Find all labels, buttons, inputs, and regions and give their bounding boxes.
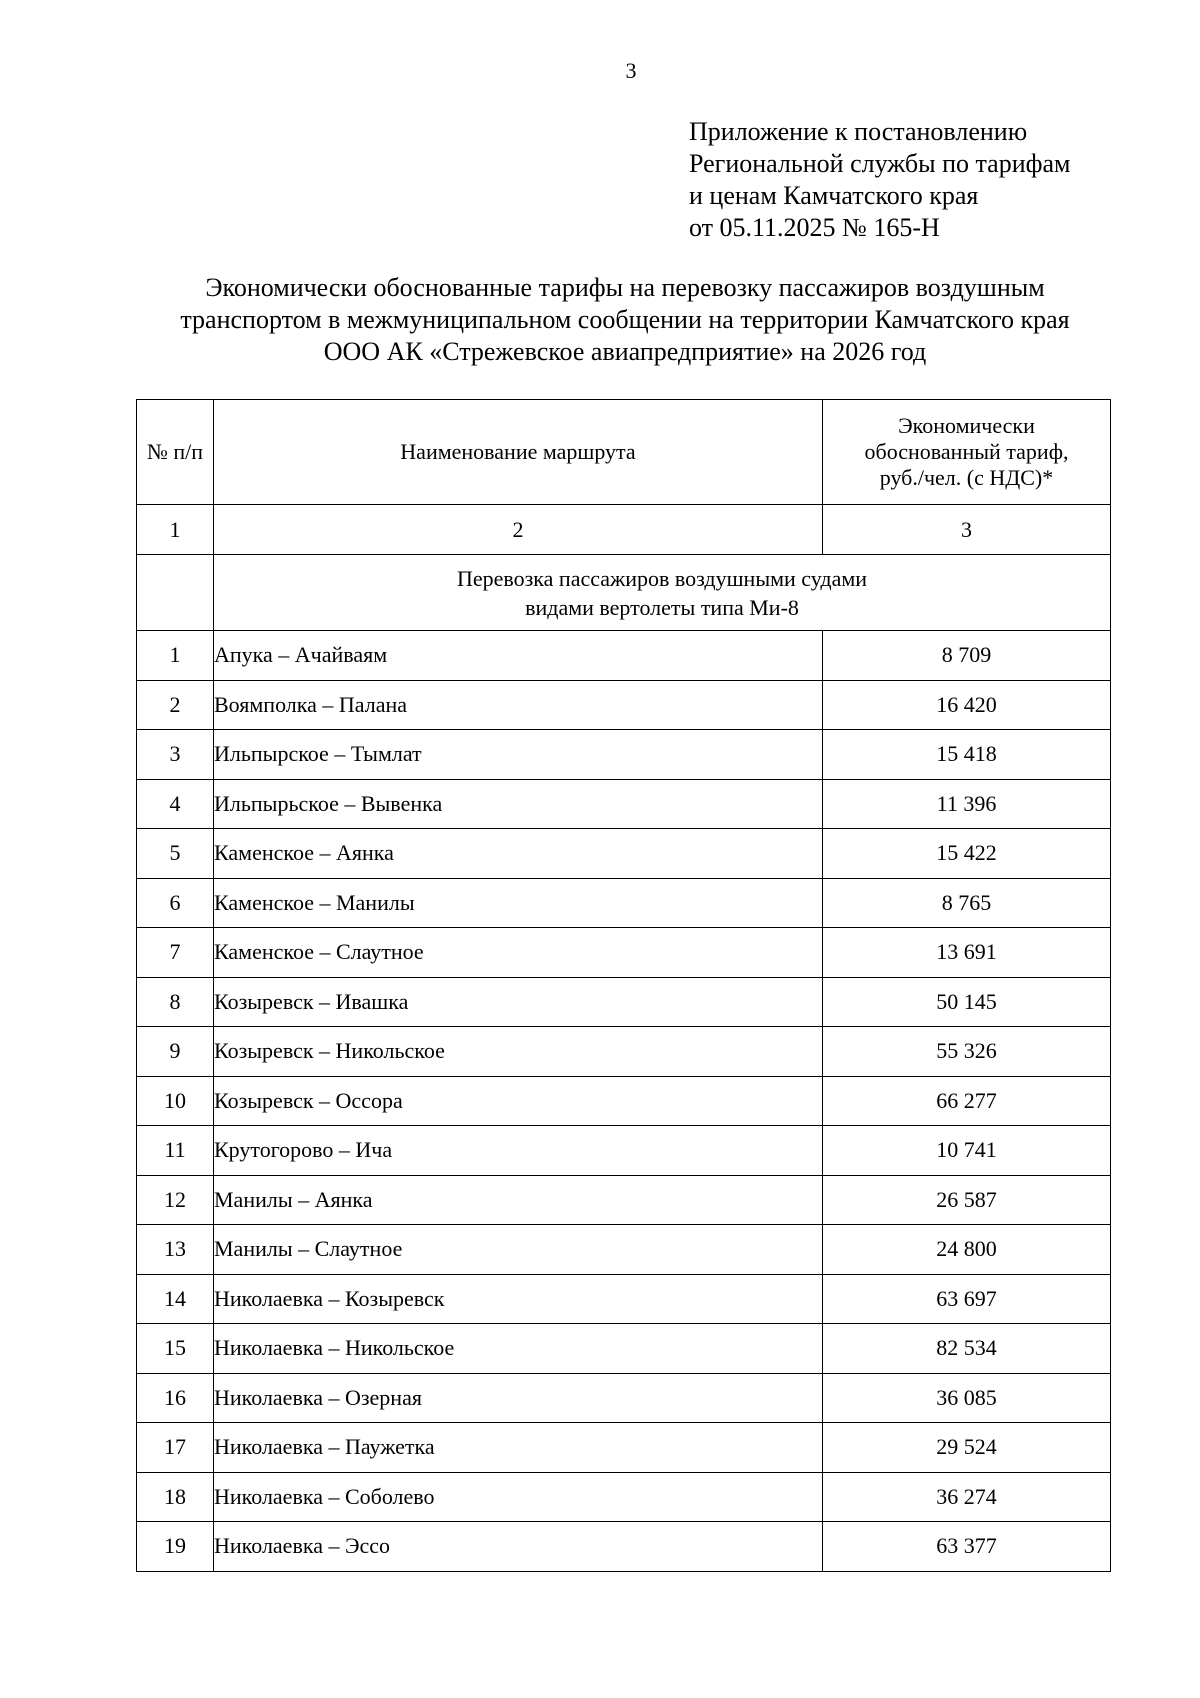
table-header-row: [137, 400, 1111, 505]
section-empty-cell: [137, 555, 214, 631]
row-number: 6: [137, 878, 214, 928]
header-tariff-line: руб./чел. (с НДС)*: [879, 465, 1054, 490]
route-name: Манилы – Слаутное: [214, 1225, 823, 1275]
tariff-value: 55 326: [823, 1027, 1111, 1077]
appendix-line: Региональной службы по тарифам: [689, 149, 1071, 178]
appendix-block: [689, 116, 1070, 244]
title-line: транспортом в межмуниципальном сообщении на территории Камчатского края: [180, 305, 1070, 334]
row-number: 9: [137, 1027, 214, 1077]
table-row: [137, 631, 1111, 681]
section-row: [137, 555, 1111, 631]
route-name: Апука – Ачайваям: [214, 631, 823, 681]
table-row: [137, 1274, 1111, 1324]
table-row: [137, 1076, 1111, 1126]
route-name: Козыревск – Никольское: [214, 1027, 823, 1077]
title-line: ООО АК «Стрежевское авиапредприятие» на 2026 год: [323, 337, 927, 366]
table-row: [137, 928, 1111, 978]
tariff-value: 13 691: [823, 928, 1111, 978]
route-name: Ильпырское – Тымлат: [214, 730, 823, 780]
row-number: 5: [137, 829, 214, 879]
table-row: [137, 1175, 1111, 1225]
table-row: [137, 878, 1111, 928]
table-row: [137, 779, 1111, 829]
tariff-value: 24 800: [823, 1225, 1111, 1275]
header-tariff: [823, 400, 1111, 505]
appendix-line: и ценам Камчатского края: [689, 181, 979, 210]
title-line: Экономически обоснованные тарифы на перевозку пассажиров воздушным: [205, 273, 1045, 302]
route-name: Николаевка – Паужетка: [214, 1423, 823, 1473]
route-name: Козыревск – Оссора: [214, 1076, 823, 1126]
tariff-value: 15 418: [823, 730, 1111, 780]
table-row: [137, 730, 1111, 780]
tariff-value: 16 420: [823, 680, 1111, 730]
table-row: [137, 1324, 1111, 1374]
row-number: 15: [137, 1324, 214, 1374]
tariff-value: 11 396: [823, 779, 1111, 829]
appendix-date-number: от 05.11.2025 № 165-Н: [689, 213, 940, 242]
tariff-value: 66 277: [823, 1076, 1111, 1126]
route-name: Ильпырьское – Вывенка: [214, 779, 823, 829]
tariffs-table: [136, 399, 1111, 1572]
table-row: [137, 1126, 1111, 1176]
header-num: № п/п: [137, 400, 214, 505]
route-name: Каменское – Манилы: [214, 878, 823, 928]
route-name: Николаевка – Озерная: [214, 1373, 823, 1423]
tariff-value: 36 085: [823, 1373, 1111, 1423]
table-row: [137, 680, 1111, 730]
table-row: [137, 1225, 1111, 1275]
document-title: [100, 272, 1150, 368]
section-title: [214, 555, 1111, 631]
tariff-value: 29 524: [823, 1423, 1111, 1473]
tariff-value: 8 765: [823, 878, 1111, 928]
row-number: 8: [137, 977, 214, 1027]
tariff-value: 82 534: [823, 1324, 1111, 1374]
header-route: Наименование маршрута: [214, 400, 823, 505]
row-number: 17: [137, 1423, 214, 1473]
route-name: Манилы – Аянка: [214, 1175, 823, 1225]
table-row: [137, 1423, 1111, 1473]
tariff-value: 63 377: [823, 1522, 1111, 1572]
route-name: Каменское – Слаутное: [214, 928, 823, 978]
route-name: Крутогорово – Ича: [214, 1126, 823, 1176]
row-number: 12: [137, 1175, 214, 1225]
header-tariff-line: Экономически: [898, 413, 1035, 438]
route-name: Каменское – Аянка: [214, 829, 823, 879]
row-number: 2: [137, 680, 214, 730]
route-name: Воямполка – Палана: [214, 680, 823, 730]
section-title-line: видами вертолеты типа Ми-8: [525, 594, 799, 620]
route-name: Николаевка – Козыревск: [214, 1274, 823, 1324]
column-number-row: [137, 505, 1111, 555]
tariff-value: 10 741: [823, 1126, 1111, 1176]
route-name: Козыревск – Ивашка: [214, 977, 823, 1027]
column-number: 1: [137, 505, 214, 555]
row-number: 1: [137, 631, 214, 681]
row-number: 3: [137, 730, 214, 780]
page-number: 3: [625, 58, 637, 83]
row-number: 7: [137, 928, 214, 978]
column-number: 2: [214, 505, 823, 555]
tariff-value: 8 709: [823, 631, 1111, 681]
column-number: 3: [823, 505, 1111, 555]
tariff-value: 26 587: [823, 1175, 1111, 1225]
tariff-value: 50 145: [823, 977, 1111, 1027]
tariff-value: 36 274: [823, 1472, 1111, 1522]
row-number: 14: [137, 1274, 214, 1324]
table-row: [137, 1373, 1111, 1423]
row-number: 11: [137, 1126, 214, 1176]
row-number: 19: [137, 1522, 214, 1572]
appendix-line: Приложение к постановлению: [689, 117, 1028, 146]
row-number: 18: [137, 1472, 214, 1522]
header-tariff-line: обоснованный тариф,: [864, 439, 1069, 464]
tariff-value: 15 422: [823, 829, 1111, 879]
row-number: 4: [137, 779, 214, 829]
table-row: [137, 1027, 1111, 1077]
table-row: [137, 977, 1111, 1027]
tariff-value: 63 697: [823, 1274, 1111, 1324]
row-number: 16: [137, 1373, 214, 1423]
table-row: [137, 1522, 1111, 1572]
table-row: [137, 1472, 1111, 1522]
section-title-line: Перевозка пассажиров воздушными судами: [456, 565, 868, 591]
route-name: Николаевка – Никольское: [214, 1324, 823, 1374]
route-name: Николаевка – Соболево: [214, 1472, 823, 1522]
row-number: 13: [137, 1225, 214, 1275]
route-name: Николаевка – Эссо: [214, 1522, 823, 1572]
row-number: 10: [137, 1076, 214, 1126]
table-row: [137, 829, 1111, 879]
